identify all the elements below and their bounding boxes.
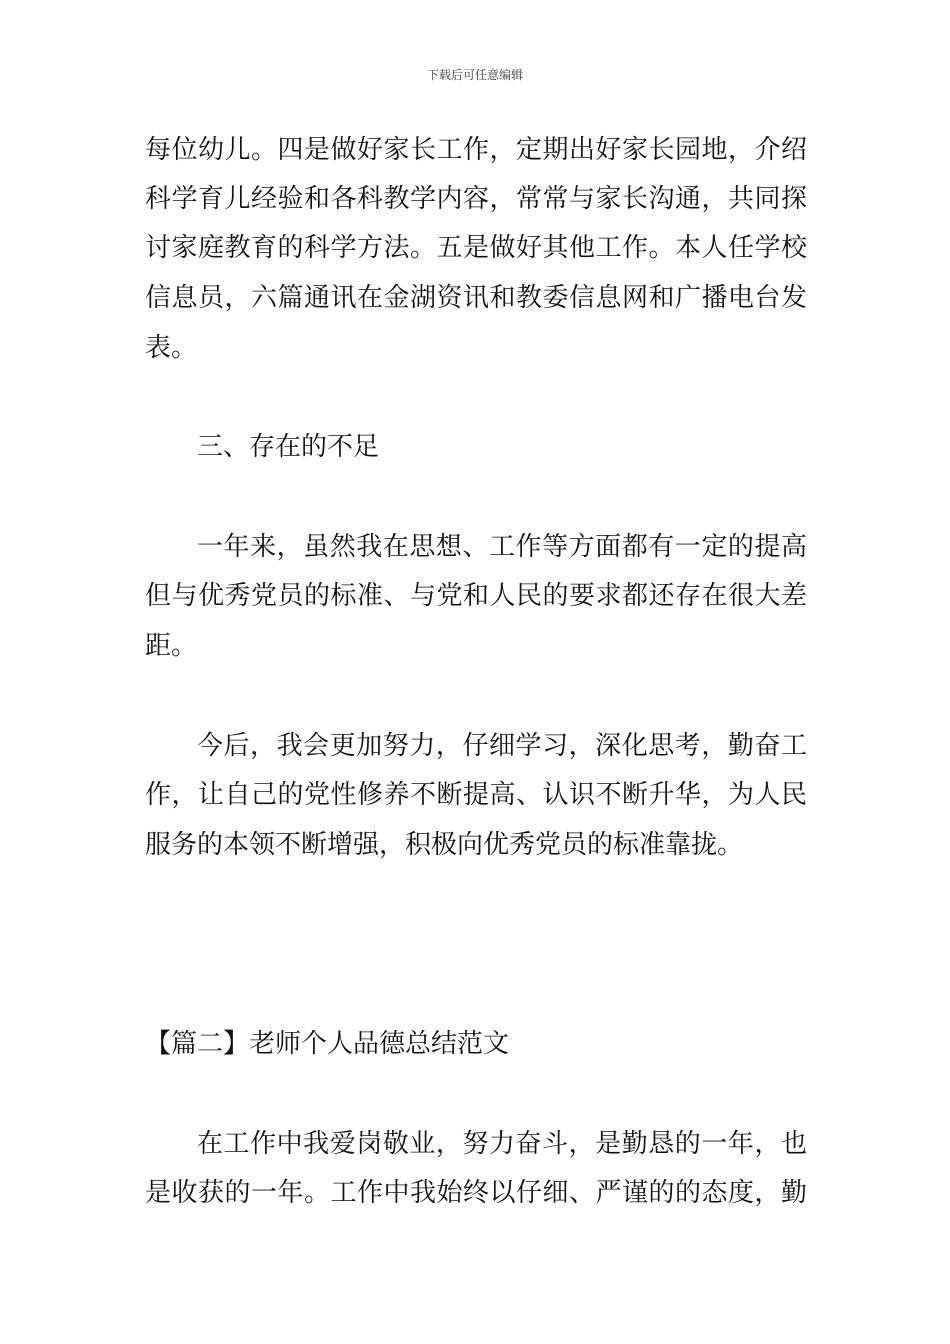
paragraph-line: 表。 bbox=[145, 333, 198, 363]
page-header: 下载后可任意编辑 bbox=[426, 68, 523, 82]
paragraph-line: 但与优秀党员的标准、与党和人民的要求都还存在很大差 bbox=[145, 581, 807, 611]
paragraph-line: 一年来，虽然我在思想、工作等方面都有一定的提高 bbox=[197, 532, 807, 562]
article-heading: 【篇二】老师个人品德总结范文 bbox=[145, 1029, 510, 1059]
section-heading: 三、存在的不足 bbox=[197, 432, 380, 462]
paragraph-line: 信息员，六篇通讯在金湖资讯和教委信息网和广播电台发 bbox=[145, 283, 807, 313]
paragraph-line: 在工作中我爱岗敬业，努力奋斗，是勤恳的一年，也 bbox=[197, 1129, 807, 1159]
paragraph-line: 作，让自己的党性修养不断提高、认识不断升华，为人民 bbox=[145, 780, 807, 810]
paragraph-line: 讨家庭教育的科学方法。五是做好其他工作。本人任学校 bbox=[145, 233, 807, 263]
paragraph-line: 科学育儿经验和各科教学内容，常常与家长沟通，共同探 bbox=[145, 184, 807, 214]
paragraph-line: 服务的本领不断增强，积极向优秀党员的标准靠拢。 bbox=[145, 830, 744, 860]
paragraph-line: 今后，我会更加努力，仔细学习，深化思考，勤奋工 bbox=[197, 731, 807, 761]
paragraph-line: 距。 bbox=[145, 631, 198, 661]
paragraph-line: 是收获的一年。工作中我始终以仔细、严谨的的态度，勤 bbox=[145, 1178, 807, 1208]
paragraph-line: 每位幼儿。四是做好家长工作，定期出好家长园地，介绍 bbox=[145, 135, 807, 165]
